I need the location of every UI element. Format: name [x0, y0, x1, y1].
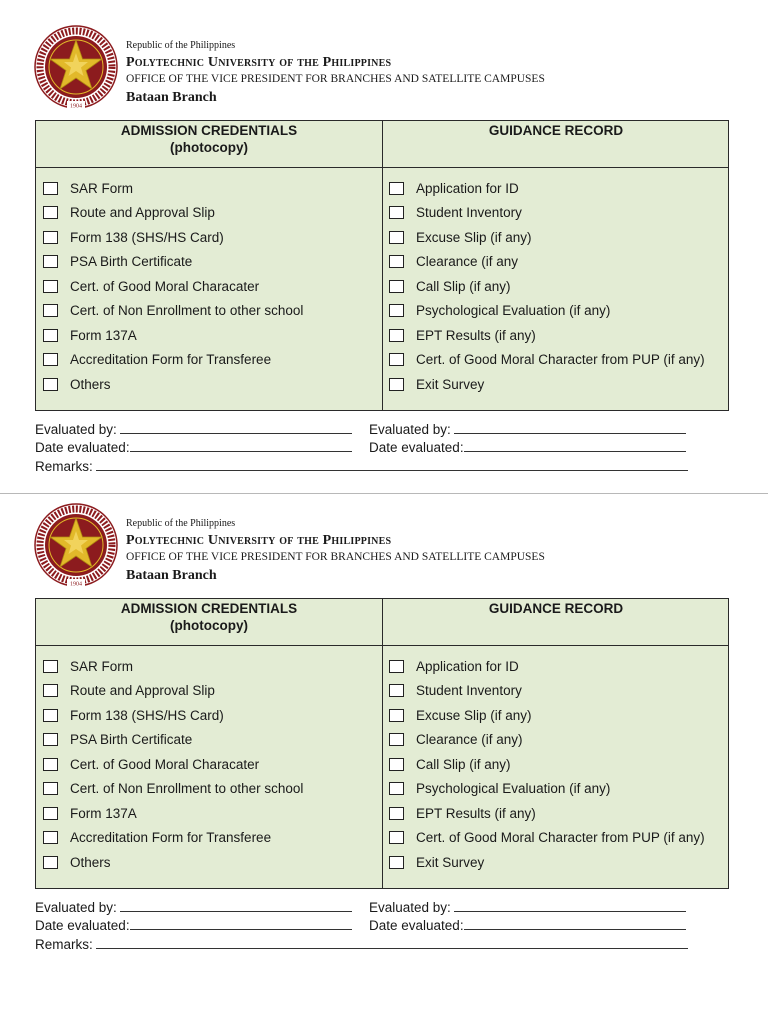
- checklist-item: [389, 225, 705, 250]
- checklist-item-label: Accreditation Form for Transferee: [70, 830, 272, 846]
- checklist-item: [43, 323, 303, 348]
- remarks-label: Remarks:: [35, 937, 93, 952]
- checklist-item: [43, 176, 303, 201]
- guidance-title: GUIDANCE RECORD: [488, 601, 624, 616]
- checkbox[interactable]: [43, 831, 58, 844]
- checklist-item: [43, 679, 303, 704]
- checklist-item-label: Excuse Slip (if any): [416, 707, 532, 723]
- checklist-item-label: Excuse Slip (if any): [416, 229, 532, 245]
- checklist-item-label: Cert. of Non Enrollment to other school: [70, 303, 304, 319]
- checkbox[interactable]: [43, 353, 58, 366]
- checkbox[interactable]: [43, 684, 58, 697]
- checklist-item: [43, 225, 303, 250]
- admission-subtitle: (photocopy): [170, 618, 248, 633]
- checklist-item: [389, 372, 705, 397]
- checkbox[interactable]: [389, 831, 404, 844]
- university-name: Polytechnic University of the Philippines: [126, 533, 392, 548]
- checklist-item: [389, 201, 705, 226]
- checkbox[interactable]: [43, 182, 58, 195]
- evaluated-by-field[interactable]: [120, 422, 352, 434]
- checklist-item-label: Route and Approval Slip: [70, 683, 215, 699]
- admission-heading: [36, 122, 382, 156]
- checkbox[interactable]: [43, 709, 58, 722]
- remarks-label: Remarks:: [35, 459, 93, 474]
- checkbox[interactable]: [389, 280, 404, 293]
- checklist-item-label: Psychological Evaluation (if any): [416, 303, 611, 319]
- admission-heading: [36, 600, 382, 634]
- checkbox[interactable]: [389, 182, 404, 195]
- evaluated-by-admission: [35, 900, 352, 915]
- checklist-item: [43, 777, 303, 802]
- checklist-item-label: EPT Results (if any): [416, 327, 536, 343]
- checkbox[interactable]: [43, 304, 58, 317]
- checkbox[interactable]: [43, 206, 58, 219]
- checklist-item: [43, 372, 303, 397]
- checkbox[interactable]: [389, 304, 404, 317]
- checklist-item: [389, 801, 705, 826]
- checklist-item: [43, 348, 303, 373]
- checklist-item-label: Application for ID: [416, 180, 519, 196]
- checklist-item-label: Cert. of Non Enrollment to other school: [70, 781, 304, 797]
- checkbox[interactable]: [43, 733, 58, 746]
- checklist-item: [389, 679, 705, 704]
- checklist-item-label: Cert. of Good Moral Characater: [70, 278, 260, 294]
- checklist-item: [43, 299, 303, 324]
- checklist-item-label: Call Slip (if any): [416, 756, 511, 772]
- guidance-heading: [383, 122, 729, 139]
- checkbox[interactable]: [389, 733, 404, 746]
- checkbox[interactable]: [43, 807, 58, 820]
- evaluated-by-guidance: [369, 900, 686, 915]
- checklist-item: [43, 274, 303, 299]
- guidance-heading: [383, 600, 729, 617]
- checklist-item-label: Accreditation Form for Transferee: [70, 352, 272, 368]
- evaluated-by-field[interactable]: [120, 900, 352, 912]
- checkbox[interactable]: [389, 660, 404, 673]
- checkbox[interactable]: [43, 378, 58, 391]
- republic-label: Republic of the Philippines: [126, 40, 236, 51]
- checklist-item-label: Form 137A: [70, 805, 137, 821]
- date-evaluated-field[interactable]: [130, 918, 352, 930]
- checkbox[interactable]: [43, 856, 58, 869]
- guidance-checklist: [389, 654, 705, 875]
- checklist-item: [389, 728, 705, 753]
- checklist-item-label: Others: [70, 376, 111, 392]
- checkbox[interactable]: [389, 255, 404, 268]
- evaluated-by-guidance: [369, 422, 686, 437]
- checkbox[interactable]: [43, 660, 58, 673]
- checkbox[interactable]: [43, 231, 58, 244]
- admission-checklist: [43, 654, 303, 875]
- date-evaluated-label: Date evaluated:: [35, 440, 130, 455]
- checkbox[interactable]: [43, 782, 58, 795]
- evaluated-by-label: Evaluated by:: [369, 900, 451, 915]
- checkbox[interactable]: [43, 329, 58, 342]
- checklist-item-label: PSA Birth Certificate: [70, 254, 193, 270]
- column-divider: [382, 599, 383, 888]
- remarks-line: [35, 937, 688, 952]
- admission-checklist: [43, 176, 303, 397]
- checkbox[interactable]: [389, 378, 404, 391]
- seal-year: 1904: [70, 581, 82, 587]
- checkbox[interactable]: [389, 758, 404, 771]
- checkbox[interactable]: [389, 353, 404, 366]
- checklist-item: [43, 201, 303, 226]
- checkbox[interactable]: [389, 684, 404, 697]
- checklist-item: [389, 323, 705, 348]
- evaluated-by-field[interactable]: [454, 422, 686, 434]
- evaluated-by-admission: [35, 422, 352, 437]
- date-evaluated-guidance: [369, 918, 686, 933]
- header-divider: [36, 645, 728, 646]
- university-name: Polytechnic University of the Philippines: [126, 55, 392, 70]
- checkbox[interactable]: [389, 856, 404, 869]
- date-evaluated-admission: [35, 918, 352, 933]
- checklist-item: [389, 777, 705, 802]
- checklist-item-label: Cert. of Good Moral Character from PUP (if any): [416, 352, 705, 368]
- checklist-item-label: Exit Survey: [416, 854, 485, 870]
- date-evaluated-label: Date evaluated:: [369, 918, 464, 933]
- university-seal-icon: [34, 25, 118, 109]
- date-evaluated-field[interactable]: [130, 440, 352, 452]
- checklist-item-label: Clearance (if any: [416, 254, 519, 270]
- checkbox[interactable]: [389, 782, 404, 795]
- checklist-item: [389, 850, 705, 875]
- checklist-item: [43, 654, 303, 679]
- checkbox[interactable]: [43, 758, 58, 771]
- checklist-item-label: Form 138 (SHS/HS Card): [70, 707, 224, 723]
- checklist-item: [389, 826, 705, 851]
- admission-title: ADMISSION CREDENTIALS: [120, 123, 298, 138]
- checklist-item: [43, 801, 303, 826]
- checklist-item: [389, 654, 705, 679]
- date-evaluated-field[interactable]: [464, 440, 686, 452]
- checklist-item-label: Student Inventory: [416, 205, 522, 221]
- office-name: OFFICE OF THE VICE PRESIDENT FOR BRANCHES AND SATELLITE CAMPUSES: [126, 551, 545, 563]
- remarks-field[interactable]: [96, 937, 688, 949]
- checkbox[interactable]: [389, 807, 404, 820]
- checklist-item-label: Student Inventory: [416, 683, 522, 699]
- checkbox[interactable]: [389, 329, 404, 342]
- form-copy-1: [0, 0, 768, 474]
- checklist-item-label: EPT Results (if any): [416, 805, 536, 821]
- checklist-table: [35, 120, 729, 411]
- date-evaluated-label: Date evaluated:: [35, 918, 130, 933]
- seal-year: 1904: [70, 103, 82, 109]
- remarks-field[interactable]: [96, 459, 688, 471]
- date-evaluated-label: Date evaluated:: [369, 440, 464, 455]
- university-seal-icon: [34, 503, 118, 587]
- column-divider: [382, 121, 383, 410]
- branch-name: Bataan Branch: [126, 568, 217, 583]
- checklist-item-label: Others: [70, 854, 111, 870]
- header-divider: [36, 167, 728, 168]
- checklist-item: [389, 752, 705, 777]
- checklist-item: [389, 274, 705, 299]
- date-evaluated-field[interactable]: [464, 918, 686, 930]
- guidance-title: GUIDANCE RECORD: [488, 123, 624, 138]
- evaluated-by-label: Evaluated by:: [35, 422, 117, 437]
- checklist-item: [389, 299, 705, 324]
- checklist-item-label: PSA Birth Certificate: [70, 732, 193, 748]
- checkbox[interactable]: [43, 255, 58, 268]
- checklist-table: [35, 598, 729, 889]
- date-evaluated-admission: [35, 440, 352, 455]
- checklist-item: [389, 176, 705, 201]
- checklist-item: [43, 703, 303, 728]
- checklist-item: [389, 250, 705, 275]
- evaluated-by-label: Evaluated by:: [369, 422, 451, 437]
- republic-label: Republic of the Philippines: [126, 518, 236, 529]
- remarks-line: [35, 459, 688, 474]
- evaluated-by-label: Evaluated by:: [35, 900, 117, 915]
- checklist-item-label: Cert. of Good Moral Character from PUP (if any): [416, 830, 705, 846]
- checklist-item: [43, 728, 303, 753]
- checklist-item-label: Application for ID: [416, 658, 519, 674]
- checklist-item-label: SAR Form: [70, 658, 134, 674]
- office-name: OFFICE OF THE VICE PRESIDENT FOR BRANCHES AND SATELLITE CAMPUSES: [126, 73, 545, 85]
- checkbox[interactable]: [389, 709, 404, 722]
- checklist-item: [43, 826, 303, 851]
- admission-subtitle: (photocopy): [170, 140, 248, 155]
- form-copy-2: [0, 478, 768, 952]
- checklist-item-label: Route and Approval Slip: [70, 205, 215, 221]
- checklist-item-label: Form 137A: [70, 327, 137, 343]
- checklist-item: [389, 348, 705, 373]
- checklist-item-label: Psychological Evaluation (if any): [416, 781, 611, 797]
- checklist-item: [43, 250, 303, 275]
- checklist-item-label: Form 138 (SHS/HS Card): [70, 229, 224, 245]
- checklist-item: [43, 850, 303, 875]
- checklist-item-label: Call Slip (if any): [416, 278, 511, 294]
- checkbox[interactable]: [389, 231, 404, 244]
- checklist-item: [43, 752, 303, 777]
- checklist-item-label: Cert. of Good Moral Characater: [70, 756, 260, 772]
- checklist-item-label: Exit Survey: [416, 376, 485, 392]
- evaluated-by-field[interactable]: [454, 900, 686, 912]
- date-evaluated-guidance: [369, 440, 686, 455]
- admission-title: ADMISSION CREDENTIALS: [120, 601, 298, 616]
- checklist-item-label: Clearance (if any): [416, 732, 523, 748]
- checkbox[interactable]: [389, 206, 404, 219]
- guidance-checklist: [389, 176, 705, 397]
- checkbox[interactable]: [43, 280, 58, 293]
- checklist-item: [389, 703, 705, 728]
- branch-name: Bataan Branch: [126, 90, 217, 105]
- checklist-item-label: SAR Form: [70, 180, 134, 196]
